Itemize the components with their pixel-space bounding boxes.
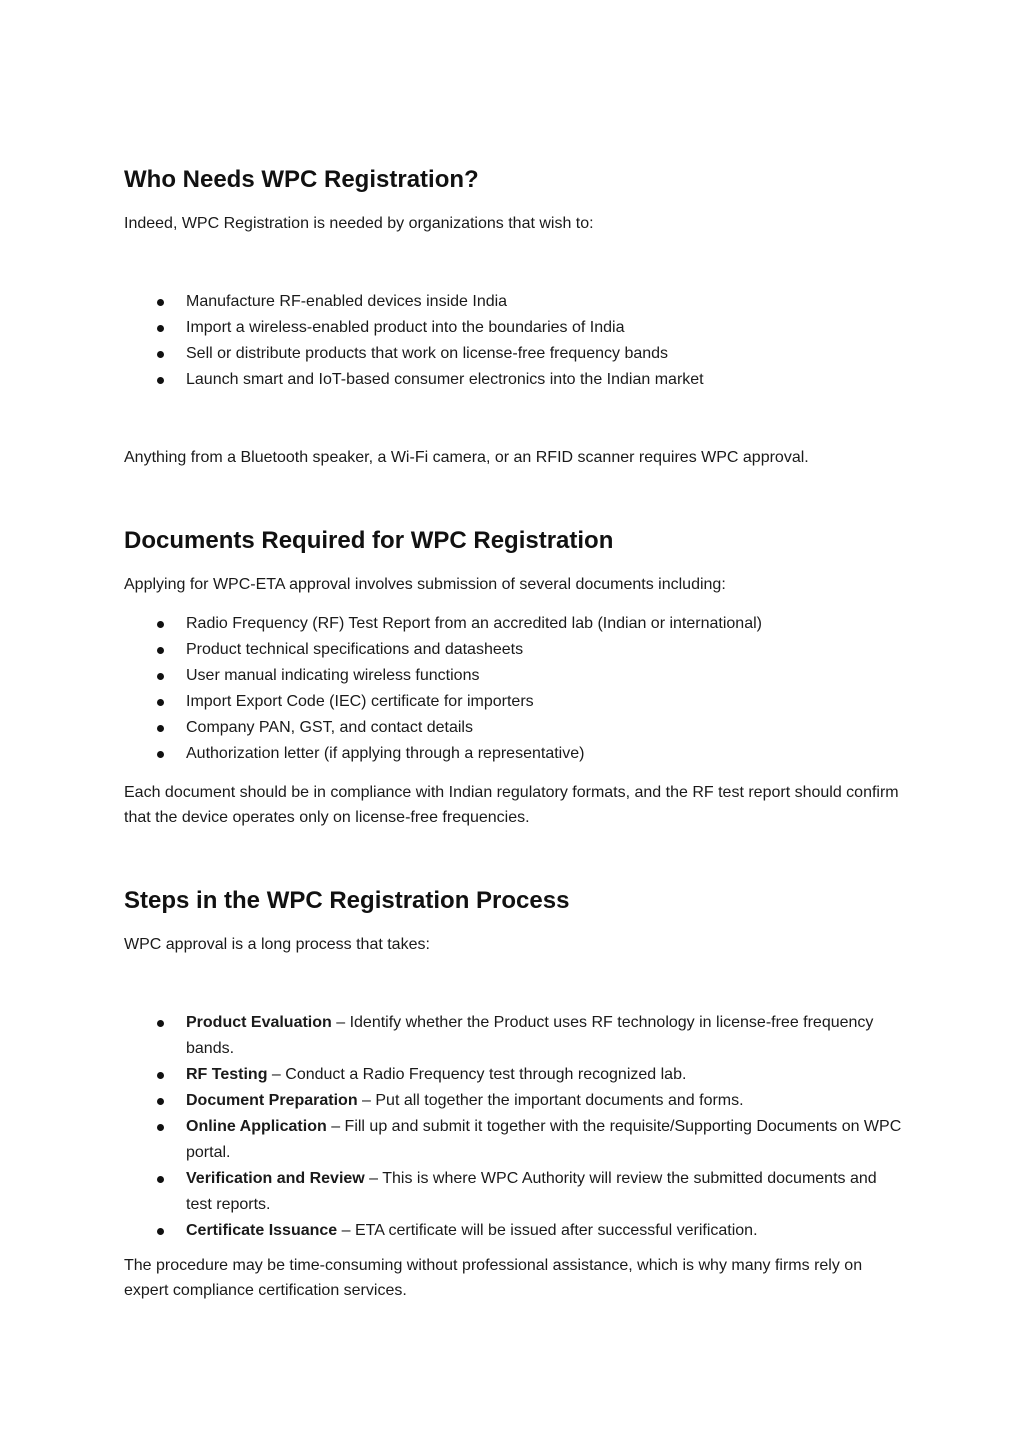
list-item bbox=[124, 689, 904, 715]
bullet-icon bbox=[157, 1020, 164, 1027]
section-heading-steps: Steps in the WPC Registration Process bbox=[124, 887, 570, 914]
list-item-text: Launch smart and IoT-based consumer electronics into the Indian market bbox=[186, 371, 704, 388]
step-text: – Put all together the important documents and forms. bbox=[357, 1092, 744, 1109]
bullet-list-documents bbox=[124, 611, 904, 767]
bullet-icon bbox=[157, 1098, 164, 1105]
step-text: – ETA certificate will be issued after successful verification. bbox=[337, 1222, 758, 1239]
step-text: – Fill up and submit it together with the requisite/Supporting Documents on WPC portal. bbox=[186, 1118, 902, 1161]
list-item bbox=[124, 341, 904, 367]
list-item bbox=[124, 315, 904, 341]
bullet-icon bbox=[157, 1176, 164, 1183]
list-item-text: Radio Frequency (RF) Test Report from an accredited lab (Indian or international) bbox=[186, 615, 762, 632]
list-item bbox=[124, 1166, 904, 1218]
step-title: Document Preparation bbox=[186, 1092, 358, 1109]
section-outro: Each document should be in compliance with Indian regulatory formats, and the RF test report should confirm that the device operates only on license-free frequencies. bbox=[124, 784, 899, 826]
step-text: – This is where WPC Authority will review the submitted documents and test reports. bbox=[186, 1170, 877, 1213]
list-item-text: User manual indicating wireless functions bbox=[186, 667, 480, 684]
list-item-text: Product technical specifications and datasheets bbox=[186, 641, 524, 658]
section-intro: WPC approval is a long process that takes: bbox=[124, 936, 430, 953]
bullet-icon bbox=[157, 351, 164, 358]
list-item-text: Authorization letter (if applying through a representative) bbox=[186, 745, 585, 762]
step-title: Certificate Issuance bbox=[186, 1222, 338, 1239]
bullet-icon bbox=[157, 377, 164, 384]
section-heading-who-needs: Who Needs WPC Registration? bbox=[124, 166, 479, 193]
list-item-text: Import Export Code (IEC) certificate for importers bbox=[186, 693, 534, 710]
step-title: Product Evaluation bbox=[186, 1014, 332, 1031]
bullet-icon bbox=[157, 1124, 164, 1131]
bullet-icon bbox=[157, 325, 164, 332]
list-item bbox=[124, 367, 904, 393]
section-outro: The procedure may be time-consuming without professional assistance, which is why many firms rely on expert compliance certification services. bbox=[124, 1257, 863, 1299]
bullet-icon bbox=[157, 725, 164, 732]
bullet-icon bbox=[157, 751, 164, 758]
section-intro: Applying for WPC-ETA approval involves submission of several documents including: bbox=[124, 576, 726, 593]
step-text: – Identify whether the Product uses RF technology in license-free frequency bands. bbox=[186, 1014, 874, 1057]
section-heading-documents-required: Documents Required for WPC Registration bbox=[124, 527, 614, 554]
list-item bbox=[124, 1062, 904, 1088]
step-text: – Conduct a Radio Frequency test through recognized lab. bbox=[267, 1066, 687, 1083]
list-item-text: Import a wireless-enabled product into the boundaries of India bbox=[186, 319, 625, 336]
bullet-icon bbox=[157, 1228, 164, 1235]
list-item bbox=[124, 1010, 904, 1062]
bullet-icon bbox=[157, 673, 164, 680]
list-item bbox=[124, 663, 904, 689]
step-title: Online Application bbox=[186, 1118, 327, 1135]
bullet-list-steps bbox=[124, 1010, 904, 1244]
list-item bbox=[124, 1218, 904, 1244]
bullet-list-who-needs bbox=[124, 289, 904, 393]
bullet-icon bbox=[157, 699, 164, 706]
bullet-icon bbox=[157, 299, 164, 306]
step-title: Verification and Review bbox=[186, 1170, 365, 1187]
list-item bbox=[124, 741, 904, 767]
list-item bbox=[124, 715, 904, 741]
section-intro: Indeed, WPC Registration is needed by organizations that wish to: bbox=[124, 215, 594, 232]
list-item-text: Sell or distribute products that work on license-free frequency bands bbox=[186, 345, 669, 362]
list-item bbox=[124, 637, 904, 663]
list-item bbox=[124, 611, 904, 637]
bullet-icon bbox=[157, 1072, 164, 1079]
list-item-text: Company PAN, GST, and contact details bbox=[186, 719, 473, 736]
list-item-text: Manufacture RF-enabled devices inside India bbox=[186, 293, 508, 310]
bullet-icon bbox=[157, 621, 164, 628]
list-item bbox=[124, 1114, 904, 1166]
section-outro: Anything from a Bluetooth speaker, a Wi-Fi camera, or an RFID scanner requires WPC approval. bbox=[124, 449, 809, 466]
step-title: RF Testing bbox=[186, 1066, 268, 1083]
bullet-icon bbox=[157, 647, 164, 654]
list-item bbox=[124, 289, 904, 315]
list-item bbox=[124, 1088, 904, 1114]
